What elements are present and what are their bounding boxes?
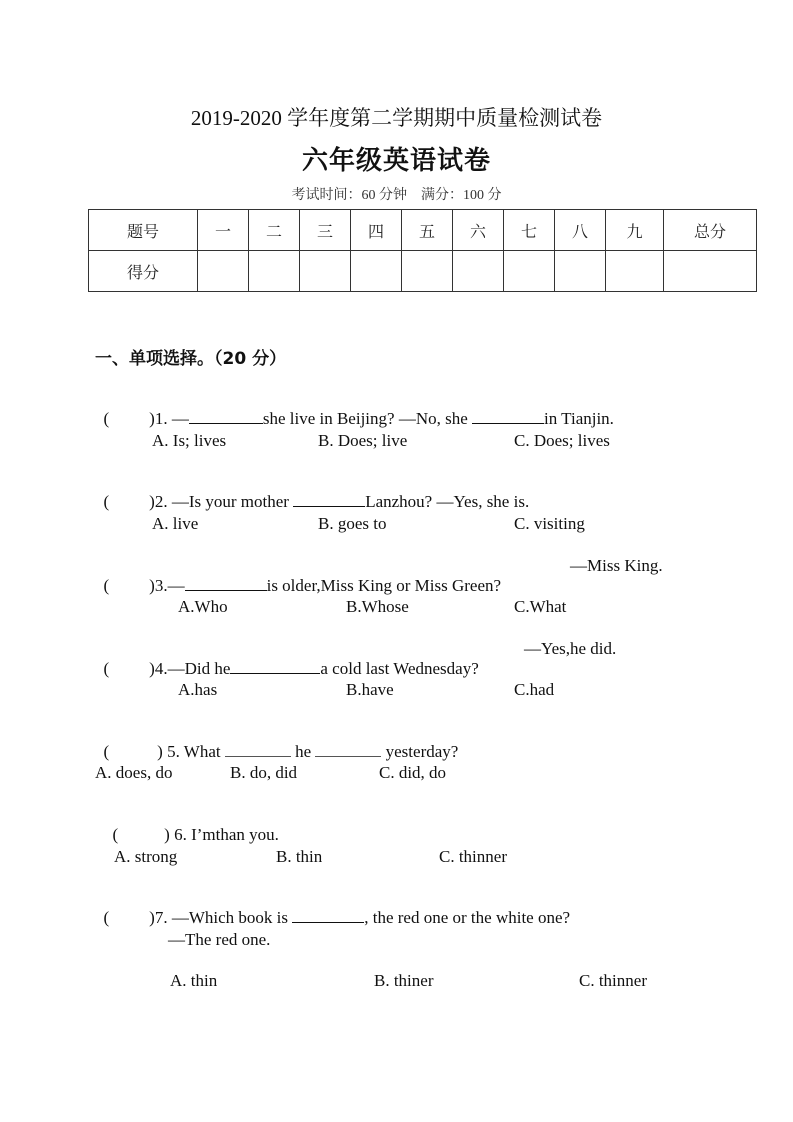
score-cell[interactable] — [300, 251, 351, 292]
option: C.What — [514, 597, 567, 616]
table-cell: 得分 — [89, 251, 198, 292]
score-cell[interactable] — [198, 251, 249, 292]
answer-paren[interactable]: ( — [103, 409, 110, 428]
answer-text: —Miss King. — [570, 556, 663, 575]
score-cell[interactable] — [664, 251, 757, 292]
score-cell[interactable] — [504, 251, 555, 292]
table-cell: 题号 — [89, 210, 198, 251]
answer-paren[interactable]: ( — [112, 825, 119, 844]
answer-paren[interactable]: ( — [103, 659, 110, 678]
question-5: ( ) 5. What he yesterday? — [103, 742, 459, 761]
table-cell: 五 — [402, 210, 453, 251]
table-cell: 二 — [249, 210, 300, 251]
option: A.Who — [178, 597, 228, 616]
table-cell: 七 — [504, 210, 555, 251]
question-3: ( )3.— is older,Miss King or Miss Green? — [103, 576, 502, 595]
option: A. strong — [114, 847, 178, 866]
score-table-header-row — [89, 210, 757, 251]
score-cell[interactable] — [453, 251, 504, 292]
answer-blank[interactable] — [472, 409, 544, 424]
option: A. does, do — [95, 763, 173, 782]
section-title: 一、单项选择。（20 分） — [95, 349, 287, 369]
table-cell: 三 — [300, 210, 351, 251]
table-cell: 一 — [198, 210, 249, 251]
option: A. live — [152, 514, 199, 533]
answer-text: —Yes,he did. — [524, 639, 617, 658]
question-1: ( )1. — she live in Beijing? —No, she in Tianjin. — [103, 409, 614, 428]
exam-title: 2019-2020 学年度第二学期期中质量检测试卷 — [190, 106, 603, 130]
option: A. thin — [170, 971, 218, 990]
answer-paren[interactable]: ( — [103, 742, 110, 761]
answer-text: —The red one. — [168, 930, 271, 949]
option: A. Is; lives — [152, 431, 227, 450]
option: B. goes to — [318, 514, 387, 533]
option: B.Whose — [346, 597, 409, 616]
table-cell: 八 — [555, 210, 606, 251]
score-cell[interactable] — [249, 251, 300, 292]
option: B. do, did — [230, 763, 298, 782]
option: C. Does; lives — [514, 431, 610, 450]
answer-blank[interactable] — [185, 576, 267, 591]
answer-blank[interactable] — [189, 409, 263, 424]
answer-paren[interactable]: ( — [103, 492, 110, 511]
exam-info: 考试时间：60 分钟 满分：100 分 — [291, 188, 502, 203]
option: B. Does; live — [318, 431, 408, 450]
answer-blank[interactable] — [315, 742, 381, 757]
option: C.had — [514, 680, 555, 699]
table-cell: 六 — [453, 210, 504, 251]
table-cell: 九 — [606, 210, 664, 251]
question-2: ( )2. —Is your mother Lanzhou? —Yes, she is. — [103, 492, 530, 511]
score-cell[interactable] — [606, 251, 664, 292]
option: C. visiting — [514, 514, 585, 533]
table-cell: 总分 — [664, 210, 757, 251]
question-7: ( )7. —Which book is , the red one or the white one? — [103, 908, 571, 927]
option: A.has — [178, 680, 218, 699]
score-cell[interactable] — [555, 251, 606, 292]
answer-blank[interactable] — [292, 908, 364, 923]
exam-subtitle: 六年级英语试卷 — [301, 146, 491, 176]
option: C. thinner — [579, 971, 647, 990]
answer-paren[interactable]: ( — [103, 908, 110, 927]
option: B.have — [346, 680, 394, 699]
answer-blank[interactable] — [230, 659, 320, 674]
score-table — [88, 209, 757, 292]
option: B. thin — [276, 847, 323, 866]
question-6: ( ) 6. I’mthan you. — [112, 825, 279, 844]
answer-paren[interactable]: ( — [103, 576, 110, 595]
table-cell: 四 — [351, 210, 402, 251]
option: C. thinner — [439, 847, 507, 866]
score-cell[interactable] — [402, 251, 453, 292]
score-table-score-row — [89, 251, 757, 292]
question-4: ( )4.—Did he a cold last Wednesday? — [103, 659, 479, 678]
option: B. thiner — [374, 971, 434, 990]
answer-blank[interactable] — [293, 492, 365, 507]
option: C. did, do — [379, 763, 447, 782]
score-cell[interactable] — [351, 251, 402, 292]
answer-blank[interactable] — [225, 742, 291, 757]
